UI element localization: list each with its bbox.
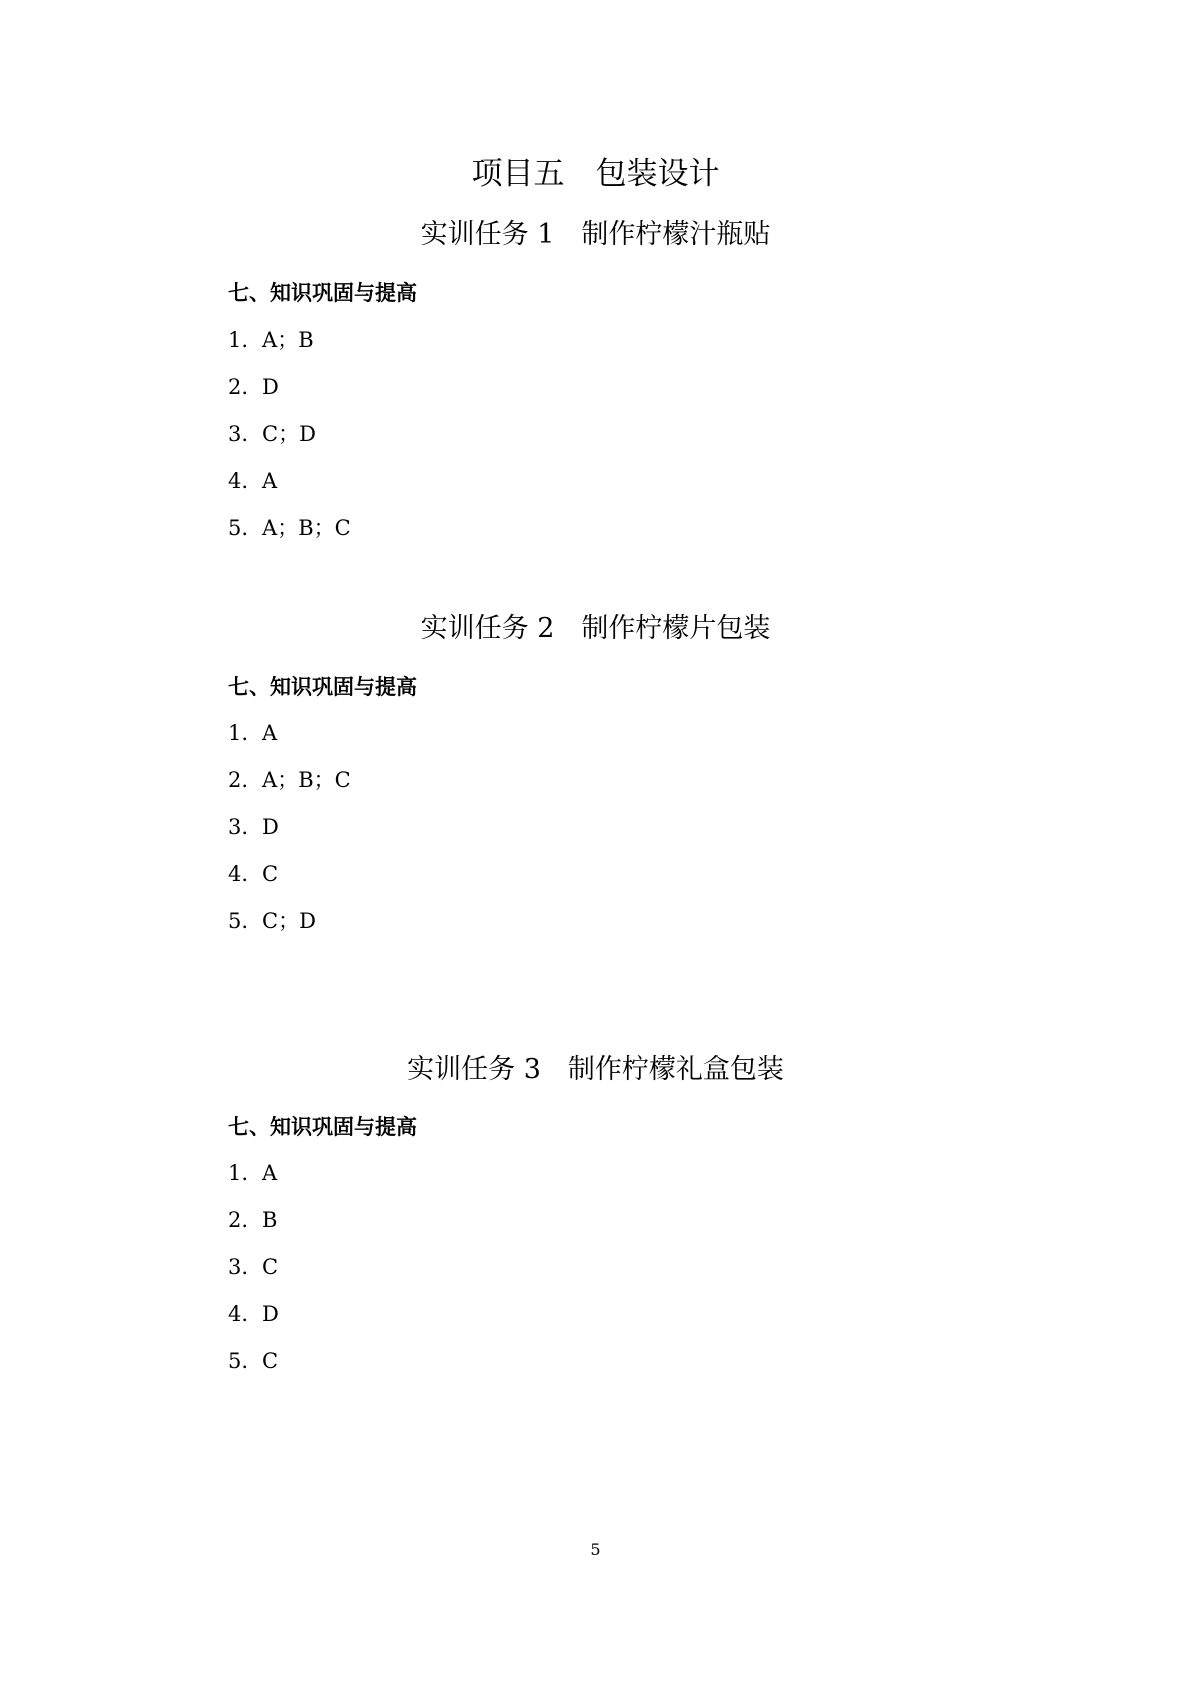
answer-value: D [262,815,279,839]
answer-number: 3. [228,422,249,446]
answer-item [228,813,351,841]
answer-number: 4. [228,862,249,886]
answer-value: C [262,1349,279,1373]
answer-number: 3. [228,815,249,839]
answer-value: A；B；C [262,516,351,540]
answer-value: C；D [262,909,316,933]
answer-value: D [262,375,279,399]
answer-item [228,326,351,354]
answer-value: A [262,469,278,493]
section-heading-2: 实训任务 2 制作柠檬片包装 [420,613,771,644]
answer-item [228,719,351,747]
answer-number: 3. [228,1255,249,1279]
answer-number: 5. [228,909,249,933]
answer-number: 1. [228,721,249,745]
answer-item [228,420,351,448]
answer-value: A；B；C [262,768,351,792]
answer-value: A；B [262,328,314,352]
answer-item [228,766,351,794]
answer-number: 1. [228,1161,249,1185]
answer-number: 5. [228,1349,249,1373]
answer-number: 4. [228,1302,249,1326]
answer-number: 2. [228,1208,249,1232]
answer-item [228,1253,279,1281]
answer-item [228,1206,279,1234]
answer-value: A [262,721,278,745]
answer-item [228,467,351,495]
answer-number: 1. [228,328,249,352]
section-subheading-2: 七、知识巩固与提高 [228,674,417,699]
answer-list-1 [228,326,351,561]
answer-item [228,1300,279,1328]
answer-list-3 [228,1159,279,1394]
answer-list-2 [228,719,351,954]
answer-item [228,1347,279,1375]
answer-value: A [262,1161,278,1185]
section-heading-3: 实训任务 3 制作柠檬礼盒包装 [407,1054,784,1085]
page-number: 5 [590,1540,601,1559]
answer-value: C [262,862,279,886]
answer-number: 2. [228,375,249,399]
answer-value: B [262,1208,278,1232]
section-subheading-3: 七、知识巩固与提高 [228,1114,417,1139]
answer-item [228,860,351,888]
answer-value: C [262,1255,279,1279]
answer-number: 2. [228,768,249,792]
section-heading-1: 实训任务 1 制作柠檬汁瓶贴 [420,219,771,250]
page-title: 项目五 包装设计 [471,156,720,192]
answer-number: 4. [228,469,249,493]
section-subheading-1: 七、知识巩固与提高 [228,280,417,305]
answer-value: C；D [262,422,316,446]
answer-value: D [262,1302,279,1326]
answer-item [228,514,351,542]
answer-item [228,373,351,401]
answer-item [228,907,351,935]
answer-item [228,1159,279,1187]
answer-number: 5. [228,516,249,540]
